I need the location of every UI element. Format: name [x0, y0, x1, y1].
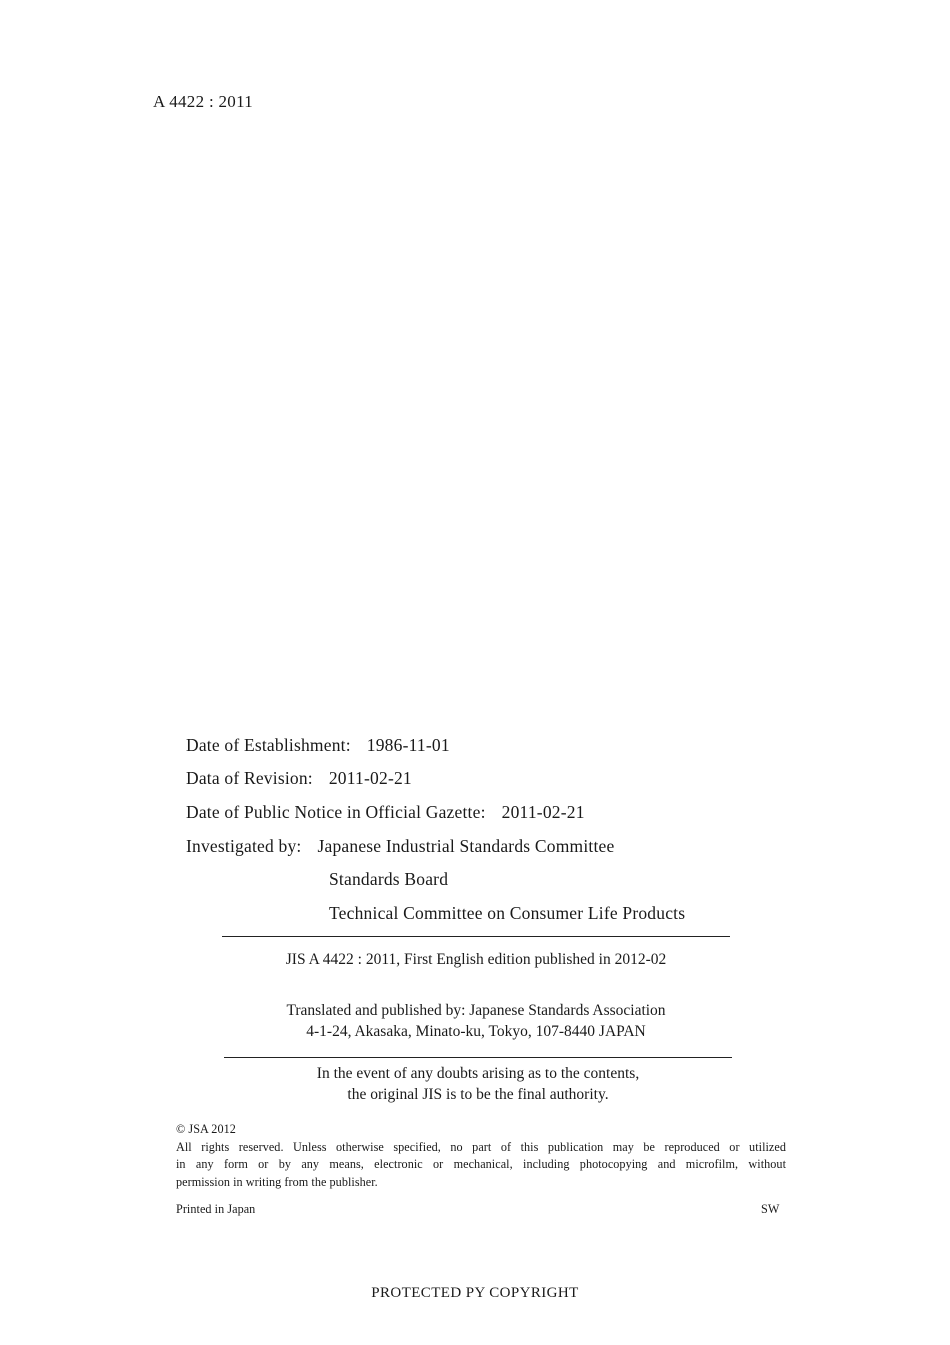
printed-in: Printed in Japan — [176, 1202, 256, 1216]
rights-line-2: in any form or by any means, electronic or mechanical, including photocopying and microfilm, without — [176, 1157, 786, 1171]
rights-line-3: permission in writing from the publisher. — [176, 1175, 378, 1189]
establishment-label: Date of Establishment: — [186, 735, 351, 755]
establishment-value: 1986-11-01 — [366, 735, 450, 755]
gazette-value: 2011-02-21 — [501, 802, 585, 822]
revision-label: Data of Revision: — [186, 768, 313, 788]
lower-divider — [224, 1057, 732, 1058]
publisher-address: 4-1-24, Akasaka, Minato-ku, Tokyo, 107-8440 JAPAN — [306, 1023, 646, 1040]
edition-line: JIS A 4422 : 2011, First English edition published in 2012-02 — [285, 951, 667, 968]
printer-code: SW — [761, 1202, 780, 1216]
publisher-line: Translated and published by: Japanese Standards Association — [286, 1002, 666, 1019]
upper-divider — [222, 936, 730, 937]
investigated-row — [186, 836, 614, 857]
notice-line-1: In the event of any doubts arising as to the contents, — [316, 1065, 640, 1082]
notice-line-2: the original JIS is to be the final authority. — [347, 1086, 609, 1103]
copyright-line: © JSA 2012 — [176, 1122, 236, 1136]
investigated-board: Standards Board — [329, 869, 449, 889]
investigated-label: Investigated by: — [186, 836, 302, 856]
document-code: A 4422 : 2011 — [153, 92, 254, 111]
investigated-committee: Japanese Industrial Standards Committee — [317, 836, 615, 856]
rights-line-1: All rights reserved. Unless otherwise specified, no part of this publication may be reproduced or utilized — [176, 1140, 786, 1154]
revision-row — [186, 768, 412, 789]
gazette-label: Date of Public Notice in Official Gazette: — [186, 802, 486, 822]
footer-protected-notice: PROTECTED PY COPYRIGHT — [371, 1285, 579, 1301]
establishment-row — [186, 735, 450, 756]
gazette-row — [186, 802, 585, 823]
investigated-technical-committee: Technical Committee on Consumer Life Products — [329, 903, 686, 923]
revision-value: 2011-02-21 — [328, 768, 412, 788]
